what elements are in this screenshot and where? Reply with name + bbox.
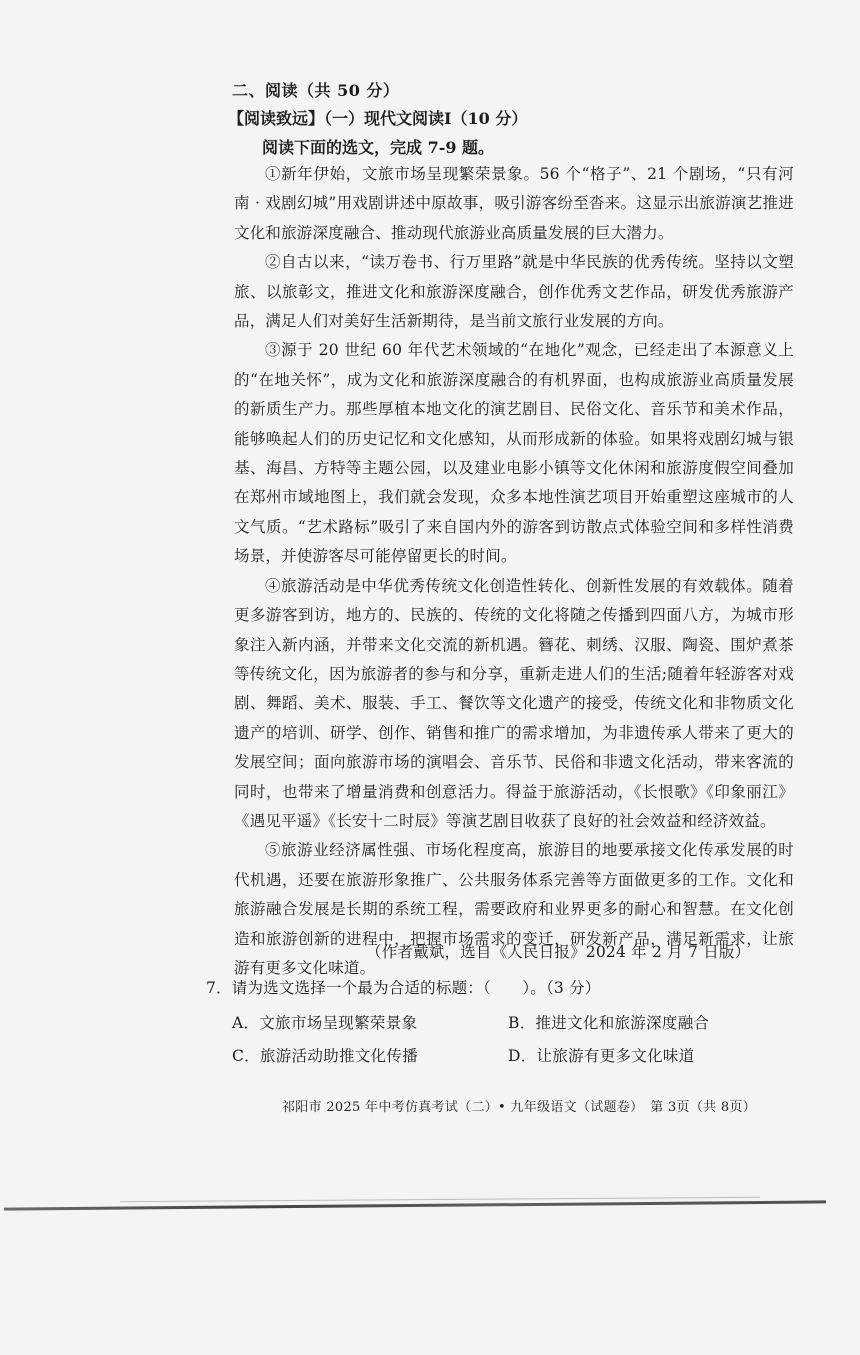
question-7-stem: 7．请为选文选择一个最为合适的标题：（ ）。（3 分） <box>206 979 601 997</box>
option-c: C．旅游活动助推文化传播 <box>232 1047 418 1065</box>
source-citation: （作者戴斌，选自《人民日报》2024 年 2 月 7 日版） <box>366 943 751 961</box>
part-heading: 【阅读致远】（一）现代文阅读Ⅰ（10 分） <box>228 109 528 128</box>
paragraph-4: ④旅游活动是中华优秀传统文化创造性转化、创新性发展的有效载体。随着更多游客到访，地方的、民族的、传统的文化将随之传播到四面八方，为城市形象注入新内涵，并带来文化交流的新机遇。簪花、刺绣、汉服、陶瓷、围炉煮茶等传统文化，因为旅游者的参与和分享，重新走进人们的生活;随着年轻游客对戏剧、舞蹈、美术、服装、手工、餐饮等文化遗产的接受，传统文化和非物质文化遗产的培训、研学、创作、销售和推广的需求增加，为非遗传承人带来了更大的发展空间；面向旅游市场的演唱会、音乐节、民俗和非遗文化活动，带来客流的同时，也带来了增量消费和创意活力。得益于旅游活动，《长恨歌》《印象丽江》《遇见平遥》《长安十二时辰》等演艺剧目收获了良好的社会效益和经济效益。 <box>234 576 794 830</box>
section-heading: 二、阅读（共 50 分） <box>232 81 400 100</box>
paragraph-5: ⑤旅游业经济属性强、市场化程度高，旅游目的地要承接文化传承发展的时代机遇，还要在旅游形象推广、公共服务体系完善等方面做更多的工作。文化和旅游融合发展是长期的系统工程，需要政府和业界更多的耐心和智慧。在文化创造和旅游创新的进程中，把握市场需求的变迁，研发新产品，满足新需求，让旅游有更多文化味道。 <box>234 841 794 977</box>
paragraph-1: ①新年伊始，文旅市场呈现繁荣景象。56 个“格子”、21 个剧场，“只有河南 · 戏剧幻城”用戏剧讲述中原故事，吸引游客纷至沓来。这显示出旅游演艺推进文化和旅游深度融合、推动现代旅游业高质量发展的巨大潜力。 <box>234 165 794 242</box>
paragraph-3: ③源于 20 世纪 60 年代艺术领域的“在地化”观念，已经走出了本源意义上的“在地关怀”，成为文化和旅游深度融合的有机界面，也构成旅游业高质量发展的新质生产力。那些厚植本地文化的演艺剧目、民俗文化、音乐节和美术作品，能够唤起人们的历史记忆和文化感知，从而形成新的体验。如果将戏剧幻城与银基、海昌、方特等主题公园，以及建业电影小镇等文化休闲和旅游度假空间叠加在郑州市域地图上，我们就会发现，众多本地性演艺项目开始重塑这座城市的人文气质。“艺术路标”吸引了来自国内外的游客到访散点式体验空间和多样性消费场景，并使游客尽可能停留更长的时间。 <box>234 341 794 566</box>
option-a: A．文旅市场呈现繁荣景象 <box>232 1014 418 1032</box>
reading-passage <box>234 160 794 983</box>
paragraph-2: ②自古以来，“读万卷书、行万里路”就是中华民族的优秀传统。坚持以文塑旅、以旅彰文，推进文化和旅游深度融合，创作优秀文艺作品，研发优秀旅游产品，满足人们对美好生活新期待，是当前文旅行业发展的方向。 <box>234 253 794 331</box>
option-b: B．推进文化和旅游深度融合 <box>508 1014 710 1032</box>
option-d: D．让旅游有更多文化味道 <box>508 1047 695 1065</box>
reading-instruction: 阅读下面的选文，完成 7-9 题。 <box>262 138 495 157</box>
page-footer: 祁阳市 2025 年中考仿真考试（二）• 九年级语文（试题卷） 第 3页（共 8页） <box>282 1100 757 1115</box>
